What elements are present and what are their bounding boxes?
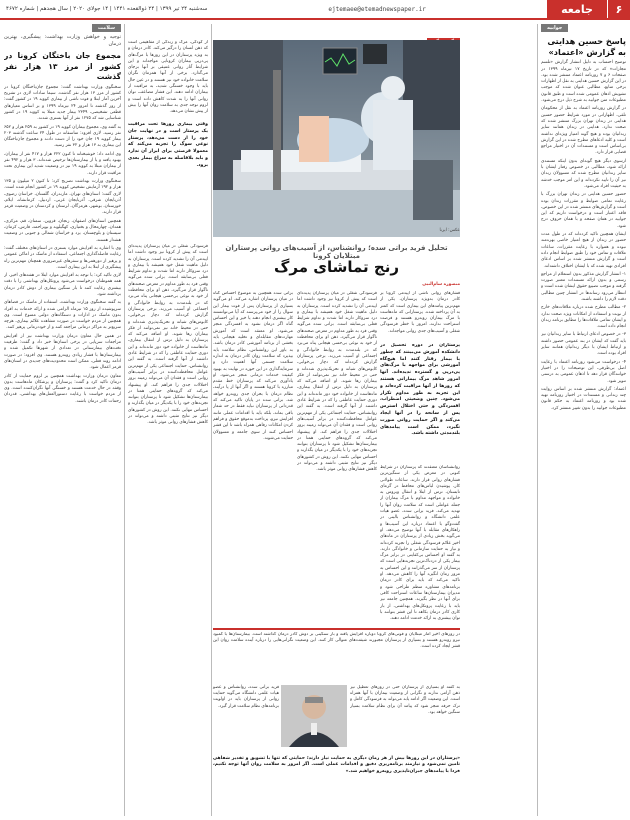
health-paragraph: همچنین استان‌های اصفهان، زنجان، قزوین، سمنان، قم، مرکزی، همدان، چهارمحال و بختیاری، کهگیلویه و بویراحمد، فارس، کرمان، سیستان و بلوچستان، یزد و خراسان شمالی و جنوبی در وضعیت هشدار هستند. <box>4 218 121 243</box>
article-body-right: روانشناسان معتقدند که پرستاران در شرایط کنونی در معرض یکی از سنگین‌ترین فشارهای روانی قرار دارند. ساعات طولانی کار، پوشیدن لباس‌های محافظ در گرمای تابستان، ترس از ابتلا و انتقال ویروس به خانواده و مواجهه مداوم با مرگ بیماران از جمله عواملی است که سلامت روان آنها را تهدید می‌کند. فرید براتی سده، عضو هیات علمی دانشگاه و روانشناس بالینی در گفت‌وگو با اعتماد درباره این آسیب‌ها و راهکارهای مقابله با آنها توضیح می‌دهد. او می‌گوید بخش زیادی از پرستاران در ماه‌های اخیر علائم فرسودگی شغلی را تجربه کرده‌اند و نیاز به حمایت سازمانی و خانوادگی دارند. به گفته او احساس بی‌کفایتی در برابر مرگ بیمار یکی از دردناک‌ترین تجربه‌هایی است که پرستاران از سر می‌گذرانند و این احساس به مرور زمان انگیزه آنها را کاهش می‌دهد. او تاکید می‌کند که باید برای کادر درمان برنامه‌های مشاوره منظم طراحی شود و مدیران بیمارستان‌ها ساعات استراحت کافی برای آنها در نظر بگیرند. همچنین جامعه نیز باید با رعایت پروتکل‌های بهداشتی، از بار کاری کادر درمان بکاهد تا این قشر بتوانند با توان بیشتری به ارائه خدمت ادامه دهند. <box>380 465 460 622</box>
article-byline: منصوره سام‌النبی <box>422 282 460 287</box>
health-paragraph: وی با اشاره به افزایش موارد بستری در استان‌های مختلف گفت: رعایت فاصله‌گذاری اجتماعی، استفاده از ماسک در اماکن عمومی و پرهیز از دورهمی‌ها و سفرهای غیرضروری همچنان مهم‌ترین راه پیشگیری از ابتلا به این بیماری است. <box>4 245 121 270</box>
bottom-box-quote: «پرستاران در این روزها بیش از هر زمان دیگری به حمایت نیاز دارند؛ حمایتی که تنها با تشویق و تقدیر شفاهی تامین نمی‌شود و نیازمند برنامه‌ریزی دقیق و اقدامات عملی است. اگر امروز به سلامت روان آنها توجه نکنیم، فردا با پیامدهای جبران‌ناپذیری روبه‌رو خواهیم شد.» <box>213 756 460 774</box>
photo-caption: عکس: ایرنا <box>439 228 460 233</box>
section-name: جامعه <box>547 0 607 19</box>
page-number: ۶ <box>608 0 630 19</box>
reply-paragraph: ایشان همچنین تاکید کرده‌اند که در طول مدت حضور در زندان از هیچ امتیاز خاصی بهره‌مند نبوده و همواره با رعایت مقررات، ساعات ملاقات و تماس خود را طبق ضوابط انجام داده است و گزارش منتشر شده بر اساس ادعای افرادی تهیه شده که با ایشان اختلاف داشته‌اند. <box>541 232 626 269</box>
bottom-box-intro: در روزهای اخیر آمار مبتلایان و فوتی‌های کرونا دوباره افزایش یافته و بار سنگینی بر دوش کادر درمان گذاشته است. بیمارستان‌ها با کمبود نیرو روبه‌رو هستند و بسیاری از پرستاران مجبورند شیفت‌های متوالی کار کنند. این وضعیت نگرانی‌هایی را درباره آینده سلامت روان این قشر ایجاد کرده است. <box>213 632 460 650</box>
column-divider <box>537 24 538 816</box>
health-tag: سلامت <box>92 24 121 32</box>
photo-side-continued: فرسودگی شغلی در میان پرستاران پدیده‌ای است که پیش از کرونا نیز وجود داشت اما اپیدمی آن را تشدید کرده است. پرستاران به دلیل ماهیت شغل خود همیشه با بیماری و درد سروکار دارند اما شدت و تداوم شرایط فعلی بی‌سابقه است. براتی سده می‌گوید وقتی فرد به طور مداوم در معرض صحنه‌های ناگوار قرار می‌گیرد، ذهن او برای محافظت از خود به نوعی بی‌حسی هیجانی پناه می‌برد که در بلندمدت به روابط خانوادگی و اجتماعی او آسیب می‌زند. برخی پرستاران گزارش کرده‌اند که دچار بی‌خوابی، کابوس‌های شبانه و تحریک‌پذیری شده‌اند و حتی در محیط خانه نیز نمی‌توانند از فکر بیماران رها شوند. او اضافه می‌کند که پرستاران به دلیل ترس از انتقال بیماری، ماه‌هاست از خانواده خود دور مانده‌اند و این دوری حمایت عاطفی را که در شرایط عادی داشتند از آنها گرفته است. به گفته این روانشناس، حمایت اجتماعی یکی از مهم‌ترین عوامل محافظت‌کننده در برابر آسیب‌های روانی است و فقدان آن می‌تواند زمینه بروز اختلالات جدی را فراهم کند. او پیشنهاد می‌کند که گروه‌های حمایتی همتا در بیمارستان‌ها تشکیل شود تا پرستاران بتوانند تجربه‌های خود را با یکدیگر در میان بگذارند و احساس تنهایی نکنند. این روش در کشورهای دیگر نیز نتایج مثبتی داشته و می‌تواند در کاهش فشارهای روانی موثر باشد. <box>128 244 208 426</box>
article-body-left: براتی سده همچنین به موضوع احساس گناه در میان پرستاران اشاره می‌کند. او می‌گوید بسیاری از پرستاران پس از فوت بیمار این سوال را از خود می‌پرسند که آیا می‌توانستند کار بیشتری انجام دهند یا خیر و این احساس گناه اگر درمان نشود به افسردگی منجر می‌شود. او معتقد است که آموزش مهارت‌های مقابله‌ای و تخلیه هیجانی باید بخشی از برنامه آموزشی کادر درمان باشد. به باور این روانشناس، نظام سلامت باید بپذیرد که سلامت روان کادر درمان به اندازه سلامت جسمی آنها اهمیت دارد و سرمایه‌گذاری در این حوزه در نهایت به بهبود کیفیت خدمات درمانی منجر می‌شود. او یادآوری می‌کند که پرستاران خط مقدم مبارزه با کرونا هستند و اگر آنها از پا درآیند، نظام درمان با بحران جدی روبه‌رو خواهد شد. براتی سده در پایان تاکید می‌کند که قدردانی از پرستاران نباید فقط در حد شعار باقی بماند، بلکه باید با اقدامات عملی مانند افزایش نیرو، پرداخت به‌موقع حقوق و فراهم کردن امکانات رفاهی همراه باشد تا این قشر احساس کنند از سوی جامعه و مسوولان حمایت می‌شوند. <box>213 291 293 441</box>
article-body-center: فرسودگی شغلی در میان پرستاران پدیده‌ای است که پیش از کرونا نیز وجود داشت اما اپیدمی آن را تشدید کرده است. پرستاران به دلیل ماهیت شغل خود همیشه با بیماری و درد سروکار دارند اما شدت و تداوم شرایط فعلی بی‌سابقه است. براتی سده می‌گوید وقتی فرد به طور مداوم در معرض صحنه‌های ناگوار قرار می‌گیرد، ذهن او برای محافظت از خود به نوعی بی‌حسی هیجانی پناه می‌برد که در بلندمدت به روابط خانوادگی و اجتماعی او آسیب می‌زند. برخی پرستاران گزارش کرده‌اند که دچار بی‌خوابی، کابوس‌های شبانه و تحریک‌پذیری شده‌اند و حتی در محیط خانه نیز نمی‌توانند از فکر بیماران رها شوند. او اضافه می‌کند که پرستاران به دلیل ترس از انتقال بیماری، ماه‌هاست از خانواده خود دور مانده‌اند و این دوری حمایت عاطفی را که در شرایط عادی داشتند از آنها گرفته است. به گفته این روانشناس، حمایت اجتماعی یکی از مهم‌ترین عوامل محافظت‌کننده در برابر آسیب‌های روانی است و فقدان آن می‌تواند زمینه بروز اختلالات جدی را فراهم کند. او پیشنهاد می‌کند که گروه‌های حمایتی همتا در بیمارستان‌ها تشکیل شود تا پرستاران بتوانند تجربه‌های خود را با یکدیگر در میان بگذارند و احساس تنهایی نکنند. این روش در کشورهای دیگر نیز نتایج مثبتی داشته و می‌تواند در کاهش فشارهای روانی موثر باشد. <box>297 291 377 473</box>
hospital-ward-image <box>213 40 460 237</box>
portrait-caption: فرید براتی سده، روانشناس و عضو هیات علمی دانشگاه می‌گوید حمایت روانی از پرستاران باید در اولویت برنامه‌های نظام سلامت قرار گیرد. <box>213 685 279 709</box>
reply-paragraph: ۴- درخواست می‌شود روزنامه اعتماد با رعایت اصل بی‌طرفی، این توضیحات را در اختیار خوانندگان قرار دهد تا اذهان عمومی به درستی تنویر شود. <box>541 359 626 384</box>
column-divider <box>124 24 125 816</box>
health-paragraph: سخنگوی وزارت بهداشت تصریح کرد: تا کنون ۲ میلیون و ۱۳۵ هزار و ۱۹۲ آزمایش تشخیص کووید ۱۹ در کشور انجام شده است. لاری گفت: استان‌های تهران، مازندران، گلستان، خراسان رضوی، آذربایجان شرقی، آذربایجان غربی، اردبیل، کرمانشاه، ایلام، خوزستان، بوشهر، هرمزگان، لرستان و کردستان در وضعیت قرمز قرار دارند. <box>4 178 121 216</box>
column-divider <box>211 24 212 816</box>
health-paragraph: لاری تاکید کرد: با توجه به افزایش موارد ابتلا در هفته‌های اخیر، از همه هموطنان درخواست می‌شود پروتکل‌های بهداشتی را با دقت بیشتری رعایت کنند تا بار سنگین بیماری از دوش کادر درمان برداشته شود. <box>4 273 121 297</box>
reply-paragraph: حضور حسین هدایتی در زندان تهران بزرگ با رعایت تمامی ضوابط و مقررات زندان بوده است و گزارش‌های منتشر شده در این خصوص، فاقد اعتبار است و درخواست داریم که این جوابیه در همان صفحه و با همان حروف درج شود. <box>541 192 626 229</box>
reply-paragraph: در گزارش روزنامه اعتماد به نقل از محکومان تلقی، اظهاراتی در مورد شرایط حضور حسین هدایتی در زندان تهران بزرگ منتشر شده که صحت ندارد. هدایتی در زندان همانند سایر زندانیان بوده و هیچ گونه امتیاز ویژه‌ای نداشته است و کلیه ادعاهای مطرح شده در این گزارش بی‌اساس است و مستندات آن در اختیار مراجع قضایی قرار دارد. <box>541 106 626 156</box>
health-paragraph: معاون درمان وزارت بهداشت همچنین بر لزوم حمایت از کادر درمان تاکید کرد و گفت: پرستاران و پزشکان ماه‌هاست بدون وقفه در حال خدمت هستند و خستگی آنها نگران‌کننده است. وی از مردم خواست با رعایت دستورالعمل‌های بهداشتی، قدردان زحمات کادر درمان باشند. <box>4 373 121 404</box>
health-title: مجموع جان باختگان کرونا در کشور از مرز ۱۳ هزار نفر گذشت <box>4 51 121 82</box>
reply-paragraph: ۲- مطالب مطرح شده درباره ملاقات‌های خارج از نوبت و استفاده از امکانات ویژه صحت ندارد و ایشان تمامی ملاقات‌ها را مطابق برنامه زندان انجام داده است. <box>541 305 626 330</box>
hospital-photo <box>213 40 460 237</box>
portrait-photo <box>281 685 347 747</box>
reply-tag: جوابیه <box>541 24 568 32</box>
reply-paragraph: ازسوی دیگر هیچ گونه‌ای بدون اینکه مستندی ارائه شود، مطالبی در خصوص رفتار ایشان با سایر زندانیان مطرح شده که مسوولان زندان نیز آن را تایید نکرده‌اند و این امر موجب خدشه به حیثیت افراد می‌شود. <box>541 158 626 189</box>
article-kicker: تحلیل فرید براتی سده؛ روانشناس، از آسیب‌های روانی پرستاران مبتلایان کرونا <box>225 244 448 260</box>
reply-paragraph: اعتماد: گزارش منتشر شده بر اساس روایت چند زندانی و مستندات در اختیار روزنامه تهیه شده بود و روزنامه اعتماد به حکم قانون مطبوعات جوابیه را بدون تغییر منتشر کرد. <box>541 386 626 411</box>
article-lead: فشارهای روانی ناشی از اپیدمی کرونا بر کادر درمان به‌ویژه پرستاران، یکی از مهم‌ترین پیامدهای این بیماری است که کمتر به آن پرداخته شده. پرستارانی که ماه‌هاست با مرگ بیماران روبه‌رو هستند و فرصت استراحت ندارند، امروز با خطر فرسودگی شغلی و آسیب‌های جدی روانی مواجه‌اند. <box>380 291 460 334</box>
reply-column <box>541 24 626 816</box>
health-paragraph: سخنگوی وزارت بهداشت گفت: مجموع جان‌باختگان کرونا در کشور از مرز ۱۳ هزار نفر گذشت. سیما سادات لاری در تشریح آخرین آمار ابتلا و فوت ناشی از بیماری کووید ۱۹ در کشور گفت: از روز گذشته تا امروز ۲۴ تیرماه ۱۳۹۹ و بر اساس معیارهای قطعی تشخیصی، ۲۳۴۹ بیمار جدید مبتلا به کووید ۱۹ در کشور شناسایی شد که ۱۲۷۵ نفر از آنها بستری شدند. <box>4 84 121 122</box>
photo-side-bold: وقتی بیماری روزها تحت مراقبت یک پرستار است و در نهایت جان خود را از دست می‌دهد، پرستار نوعی سوگ را تجربه می‌کند که معمولا فرصتی برای ابراز آن ندارد و باید بلافاصله به سراغ بیمار بعدی برود. <box>128 122 208 168</box>
health-paragraph: به گفته سخنگوی وزارت بهداشت، استفاده از ماسک در فضاهای سرپوشیده از روز ۱۵ تیرماه الزامی شده و ارائه خدمات به افراد بدون ماسک در ادارات و دستگاه‌های دولتی ممنوع است. وی همچنین از مردم خواست در صورت مشاهده علائم بیماری، هرچه سریع‌تر به مراکز درمانی مراجعه کنند و از خوددرمانی پرهیز کنند. <box>4 300 121 331</box>
reply-paragraph: ۳- در خصوص ادعای ارتباط با سایر زندانیان نیز باید گفت که ایشان در بند عمومی حضور داشته و ارتباط ایشان با دیگر زندانیان همانند سایر افراد بوده است. <box>541 332 626 357</box>
person-portrait-image <box>281 685 347 747</box>
health-paragraph: وی ادامه داد: خوشبختانه تا کنون ۲۲۲ هزار و ۴۱۷ نفر از بیماران، بهبود یافته و یا از بیمارستان‌ها ترخیص شده‌اند. ۳ هزار و ۴۹۲ نفر از بیماران مبتلا به کووید ۱۹ نیز در وضعیت شدید این بیماری تحت مراقبت قرار دارند. <box>4 151 121 176</box>
health-paragraph: در همین حال معاون درمان وزارت بهداشت نیز از افزایش مراجعات سرپایی در برخی استان‌ها خبر داد و گفت: ظرفیت تخت‌های بیمارستانی در تعدادی از شهرها تکمیل شده و بیمارستان‌ها با فشار زیادی روبه‌رو هستند. وی افزود: در صورت ادامه روند فعلی، ممکن است محدودیت‌های جدیدی در استان‌های قرمز اعمال شود. <box>4 333 121 371</box>
reply-paragraph: ۱- انتشار گزارش مذکور بدون استعلام از مراجع رسمی و بدون ارائه مستندات معتبر صورت گرفته و موجب تضییع حقوق ایشان شده است و انتظار می‌رود رسانه‌ها در انتشار چنین مطالبی دقت لازم را داشته باشند. <box>541 271 626 302</box>
bottom-box-side-text: به گفته او بسیاری از پرستاران حتی در روزهای تعطیل نیز ذهن آرامی ندارند و نگرانی از وضعیت بیماران با آنها همراه است. این وضعیت اگر ادامه یابد می‌تواند به فرسودگی کامل و ترک حرفه منجر شود که پیامد آن برای نظام سلامت بسیار سنگین خواهد بود. <box>350 685 460 715</box>
health-kicker: توجیه و خواهش وزارت بهداشت: پیشگیری، بهترین درمان <box>4 34 121 48</box>
article-pull-quote: پرستاران در دوره تحصیل در دانشکده آموزش می‌بینند که چطور با بیمار رفتار کنند اما هیچ‌گاه آموزشی برای مواجهه با مرگ‌های پی‌درپی و گسترده ندیده‌اند. آنها امروز شاهد مرگ بیمارانی هستند که روزها از آنها مراقبت کرده‌اند و این تجربه به طور مداوم تکرار می‌شود. چنین وضعیتی اضطراب، افسردگی و حتی اختلال استرس پس از سانحه را در آنها ایجاد می‌کند و اگر حمایت روانی صورت نگیرد، ممکن است پیامدهای بلندمدتی داشته باشد. <box>380 343 460 437</box>
reply-paragraph: توضیح احتساب به دلیل انتشار گزارش «تلسم مجازات» که در تاریخ ۱۷ تیرماه ۱۳۹۹ در صفحات ۶ و ۷ روزنامه اعتماد منتشر شده بود. در این گزارش حسین هدایتی به نقل از اظهارات برخی منابع، مطالبی عنوان شده که موجب تشویش اذهان عمومی شده است و طبق قانون مطبوعات متن جوابیه به شرح ذیل درج می‌شود. <box>541 60 626 104</box>
health-column <box>4 24 121 816</box>
health-paragraph: به گفته وی، مجموع بیماران کووید ۱۹ در کشور به ۲۵۹ هزار و ۶۵۲ نفر رسید. لاری افزود: متاسفانه در طول ۲۴ ساعت گذشته ۲۰۳ بیمار کووید ۱۹ جان خود را از دست دادند و مجموع جان‌باختگان این بیماری به ۱۳ هزار و ۳۲ نفر رسید. <box>4 124 121 149</box>
masthead <box>0 0 630 20</box>
issue-info: سه‌شنبه ۲۴ تیر ۱۳۹۹ | ۲۴ ذوالقعده ۱۴۴۱ | ۱۴ جولای ۲۰۲۰ | سال هجدهم | شماره ۴۶۷۲ <box>6 6 208 12</box>
photo-side-text: از کودکی، مرگ و زندگی از مفاهیمی است که ذهن انسان را درگیر می‌کند. کادر درمان و به ویژه پرستاران در این روزها با مرگ‌های پی‌درپی بیماران کرونایی مواجه‌اند و این شرایط آثار روانی عمیقی بر آنها برجای می‌گذارد. برخی از آنها همزمان نگران سلامت خانواده خود نیز هستند و در عین حال باید با وجود خستگی شدید، به مراقبت از بیماران ادامه دهند. این فشار مضاعف، توان روانی آنها را به شدت کاهش داده است و لزوم توجه جدی به سلامت روان آنها را بیش از پیش نشان می‌دهد. <box>128 40 208 115</box>
reply-title: پاسخ حسین هدایتی به گزارش «اعتماد» <box>547 36 626 58</box>
section-email: ejtemaee@etemadnewspaper.ir <box>328 5 426 13</box>
article-title: رنج تماشای مرگ <box>274 258 399 276</box>
